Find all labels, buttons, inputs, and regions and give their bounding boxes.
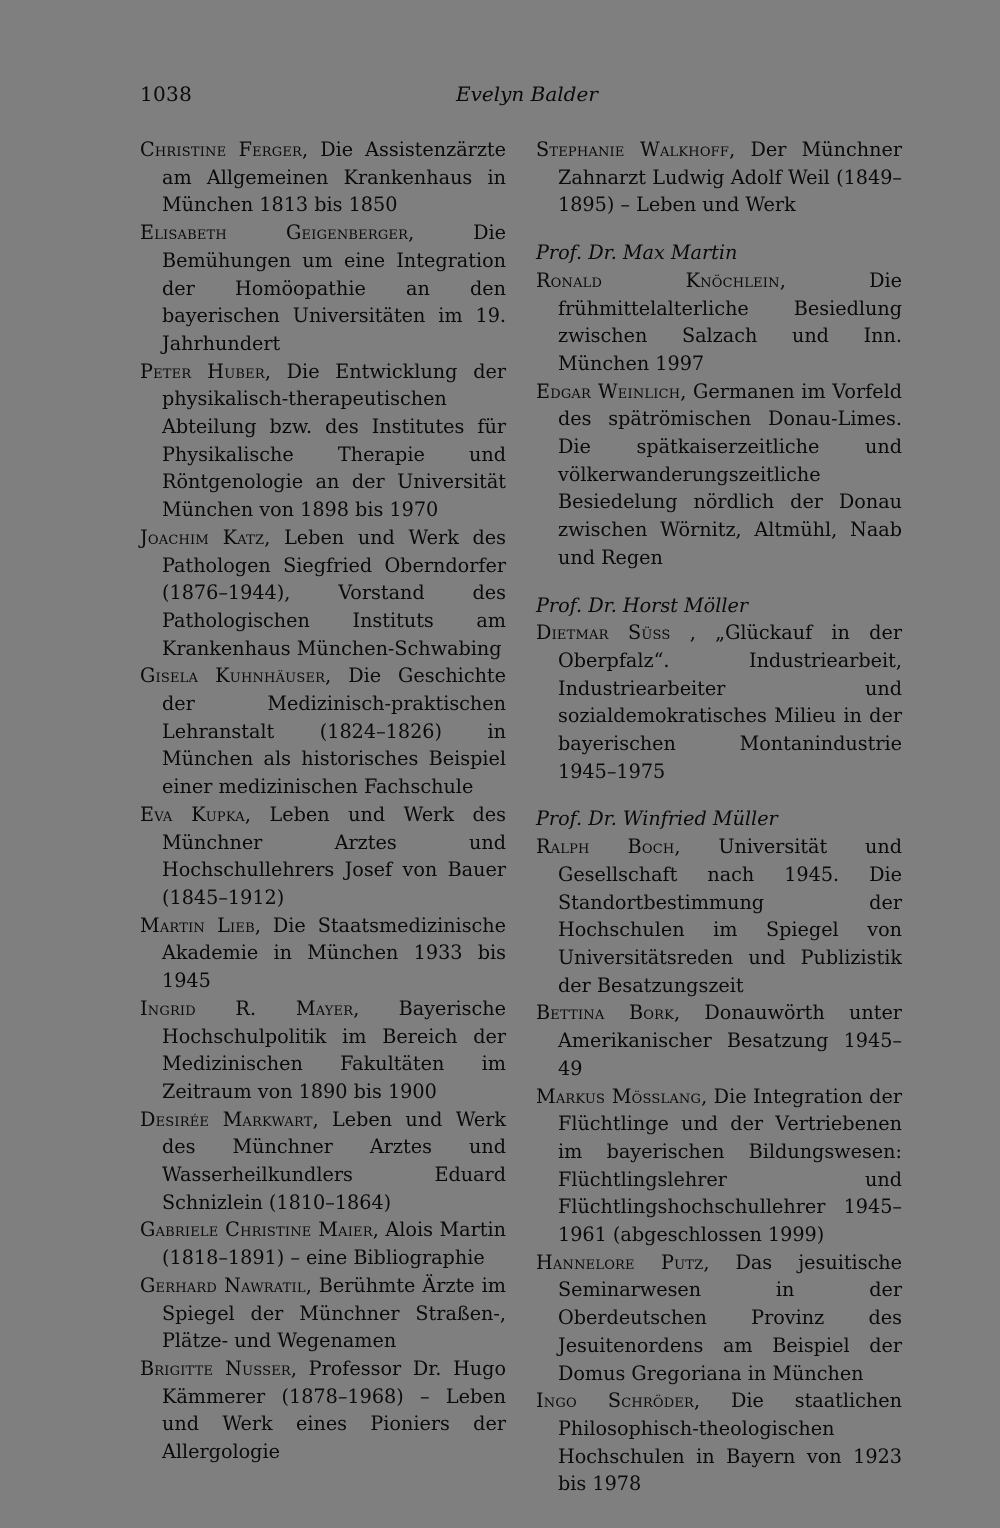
entry-author: Markus Mösslang bbox=[536, 1084, 702, 1108]
entry-author: Hannelore Putz bbox=[536, 1250, 704, 1274]
bibliography-entry bbox=[536, 136, 902, 219]
entry-author: Edgar Weinlich bbox=[536, 379, 681, 403]
bibliography-entry bbox=[536, 1387, 902, 1498]
entry-title: , Bayerische Hochschulpolitik im Bereich der Medizinischen Fakultäten im Zeitraum von 1890 bis 1900 bbox=[162, 996, 506, 1103]
bibliography-entry bbox=[140, 1272, 506, 1355]
entry-title: , Der Münchner Zahnarzt Ludwig Adolf Weil (1849–1895) – Leben und Werk bbox=[558, 138, 902, 217]
entry-author: Desirée Markwart bbox=[140, 1107, 313, 1131]
entry-author: Ronald Knöchlein bbox=[536, 268, 780, 292]
entry-title: , Die staatlichen Philosophisch-theologischen Hochschulen in Bayern von 1923 bis 1978 bbox=[558, 1389, 902, 1496]
entry-title: , Professor Dr. Hugo Kämmerer (1878–1968) – Leben und Werk eines Pioniers der Allergologie bbox=[162, 1356, 506, 1464]
entry-title: , Die Entwicklung der physikalisch-therapeutischen Abteilung bzw. des Institutes für Physikalische Therapie und Röntgenologie an der Universität München von 1898 bis 1970 bbox=[162, 359, 506, 522]
entry-title: , Leben und Werk des Münchner Arztes und Wasserheilkundlers Eduard Schnizlein (1810–1864) bbox=[162, 1107, 506, 1214]
entry-title: , Donauwörth unter Amerikanischer Besatzung 1945–49 bbox=[558, 1001, 902, 1080]
entry-title: , Das jesuitische Seminarwesen in der Oberdeutschen Provinz des Jesuitenordens am Beispiel der Domus Gregoriana in München bbox=[558, 1250, 902, 1385]
entry-author: Ingo Schröder bbox=[536, 1389, 695, 1413]
entry-author: Gabriele Christine Maier bbox=[140, 1218, 373, 1242]
bibliography-entry bbox=[140, 358, 506, 524]
bibliography-entry bbox=[536, 378, 902, 572]
bibliography-entry bbox=[536, 1249, 902, 1388]
entry-title: , Universität und Gesellschaft nach 1945. Die Standortbestimmung der Hochschulen im Spiegel von Universitätsreden und Publizistik der Besatzungszeit bbox=[558, 835, 902, 997]
supervisor-heading: Prof. Dr. Max Martin bbox=[536, 241, 738, 265]
entry-author: Martin Lieb bbox=[140, 913, 255, 937]
entry-author: Eva Kupka bbox=[140, 802, 245, 826]
entry-title: , Die Geschichte der Medizinisch-praktischen Lehranstalt (1824–1826) in München als historisches Beispiel einer medizinischen Fachschule bbox=[162, 664, 506, 799]
entry-title: , Alois Martin (1818–1891) – eine Bibliographie bbox=[162, 1218, 506, 1270]
entry-author: Ralph Boch bbox=[536, 835, 675, 859]
entry-author: Christine Ferger bbox=[140, 138, 303, 161]
entry-author: Peter Huber bbox=[140, 359, 265, 383]
entry-title: , Berühmte Ärzte im Spiegel der Münchner Straßen-, Plätze- und Wegenamen bbox=[162, 1273, 506, 1353]
bibliography-entry bbox=[140, 912, 506, 995]
bibliography-entry bbox=[140, 524, 506, 663]
entry-title: , Die Staatsmedizinische Akademie in München 1933 bis 1945 bbox=[162, 913, 506, 993]
supervisor-heading: Prof. Dr. Winfried Müller bbox=[536, 807, 778, 831]
entry-author: Stephanie Walkhoff bbox=[536, 138, 730, 161]
bibliography-entry bbox=[536, 833, 902, 999]
entry-title: , Germanen im Vorfeld des spätrömischen Donau-Limes. Die spätkaiserzeitliche und völkerwanderungszeitliche Besiedelung nördlich der Donau zwischen Wörnitz, Altmühl, Naab und Regen bbox=[558, 379, 902, 569]
running-head: Evelyn Balder bbox=[456, 82, 598, 106]
bibliography-entry bbox=[140, 1355, 506, 1466]
bibliography-entry bbox=[140, 1106, 506, 1217]
bibliography-entry bbox=[140, 662, 506, 801]
bibliography-entry bbox=[536, 267, 902, 378]
bibliography-entry bbox=[140, 136, 506, 219]
bibliography-entry bbox=[536, 619, 902, 785]
entry-title: , Die Bemühungen um eine Integration der Homöopathie an den bayerischen Universitäten im 19. Jahrhundert bbox=[162, 221, 506, 355]
entry-author: Dietmar Süss bbox=[536, 621, 671, 645]
bibliography-entry bbox=[140, 995, 506, 1106]
bibliography-entry bbox=[140, 801, 506, 912]
entry-author: Gerhard Nawratil bbox=[140, 1273, 306, 1297]
right-column bbox=[536, 136, 902, 1498]
entry-author: Bettina Bork bbox=[536, 1001, 675, 1025]
entry-author: Brigitte Nusser bbox=[140, 1356, 291, 1380]
supervisor-heading: Prof. Dr. Horst Möller bbox=[536, 593, 749, 617]
entry-author: Joachim Katz bbox=[140, 525, 265, 549]
entry-title: , Leben und Werk des Münchner Arztes und Hochschullehrers Josef von Bauer (1845–1912) bbox=[162, 802, 506, 909]
entry-title: , Leben und Werk des Pathologen Siegfried Oberndorfer (1876–1944), Vorstand des Pathologischen Instituts am Krankenhaus München-Schwabing bbox=[162, 525, 506, 660]
bibliography-entry bbox=[536, 999, 902, 1082]
entry-author: Elisabeth Geigenberger bbox=[140, 221, 409, 245]
entry-title: , Die Integration der Flüchtlinge und der Vertriebenen im bayerischen Bildungswesen: Flüchtlingslehrer und Flüchtlingshochschullehrer 1945–1961 (abgeschlossen 1999) bbox=[558, 1084, 902, 1247]
entry-author: Ingrid R. Mayer bbox=[140, 996, 354, 1020]
bibliography-entry bbox=[536, 1083, 902, 1249]
entry-title: , Die frühmittelalterliche Besiedlung zwischen Salzach und Inn. München 1997 bbox=[558, 268, 902, 375]
bibliography-entry bbox=[140, 1216, 506, 1271]
entry-title: , Die Assistenzärzte am Allgemeinen Krankenhaus in München 1813 bis 1850 bbox=[162, 138, 506, 217]
left-column bbox=[140, 136, 506, 1466]
bibliography-entry bbox=[140, 219, 506, 358]
page-number: 1038 bbox=[140, 82, 193, 106]
entry-title: , „Glückauf in der Oberpfalz“. Industriearbeit, Industriearbeiter und sozialdemokratisches Milieu in der bayerischen Montanindustrie 1945–1975 bbox=[558, 621, 902, 783]
entry-author: Gisela Kuhnhäuser bbox=[140, 664, 326, 688]
